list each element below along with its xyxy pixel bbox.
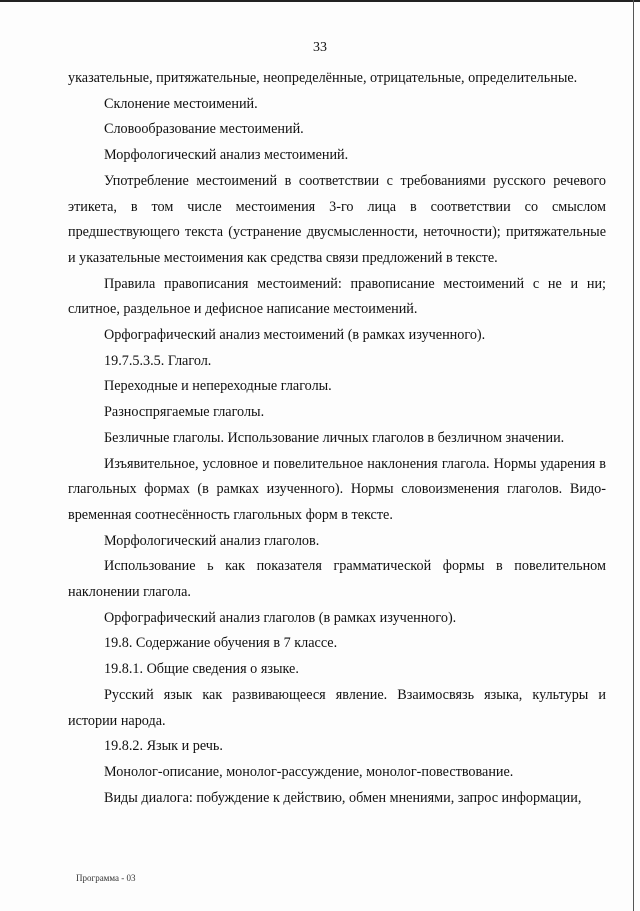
section-heading: 19.8.1. Общие сведения о языке. xyxy=(104,661,299,678)
paragraph: Русский язык как развивающееся явление. Взаимосвязь языка, культуры и истории народа. xyxy=(68,686,606,729)
paragraph: Безличные глаголы. Использование личных глаголов в безличном значении. xyxy=(104,429,565,446)
paragraph: Использование ь как показателя грамматической формы в повелительном наклонении глагола. xyxy=(68,558,606,601)
paragraph-continuation: указательные, притяжательные, неопределённые, отрицательные, определительные. xyxy=(68,70,578,86)
page-number: 33 xyxy=(313,40,327,55)
paragraph: Склонение местоимений. xyxy=(104,95,258,112)
paragraph: Употребление местоимений в соответствии с требованиями русского речевого этикета, в том числе местоимения 3-го лица в соответствии со смыслом предшествующего текста (устранение двусмысленности, неточности); притяжательные и указательные местоимения как средства связи предложений в тексте. xyxy=(68,172,606,266)
paragraph: Морфологический анализ глаголов. xyxy=(104,532,320,549)
paragraph: Словообразование местоимений. xyxy=(104,121,304,138)
paragraph: Изъявительное, условное и повелительное наклонения глагола. Нормы ударения в глагольных формах (в рамках изученного). Нормы словоизменения глаголов. Видо-временная соотнесённость глагольных форм в тексте. xyxy=(68,455,606,523)
paragraph: Орфографический анализ глаголов (в рамках изученного). xyxy=(104,609,457,626)
paragraph: Правила правописания местоимений: правописание местоимений с не и ни; слитное, раздельное и дефисное написание местоимений. xyxy=(68,275,606,318)
document-body xyxy=(68,66,606,811)
scan-top-edge xyxy=(0,0,640,2)
section-heading: 19.8.2. Язык и речь. xyxy=(104,738,223,755)
paragraph: Орфографический анализ местоимений (в рамках изученного). xyxy=(104,327,486,344)
paragraph: Переходные и непереходные глаголы. xyxy=(104,378,332,395)
paragraph: Виды диалога: побуждение к действию, обмен мнениями, запрос информации, xyxy=(104,789,582,806)
paragraph: Разноспрягаемые глаголы. xyxy=(104,404,265,421)
paragraph: Морфологический анализ местоимений. xyxy=(104,147,349,164)
scan-right-edge xyxy=(633,0,634,911)
page-footer: Программа - 03 xyxy=(76,873,136,883)
section-heading: 19.7.5.3.5. Глагол. xyxy=(104,352,212,369)
paragraph: Монолог-описание, монолог-рассуждение, монолог-повествование. xyxy=(104,763,514,780)
section-heading: 19.8. Содержание обучения в 7 классе. xyxy=(104,635,338,652)
